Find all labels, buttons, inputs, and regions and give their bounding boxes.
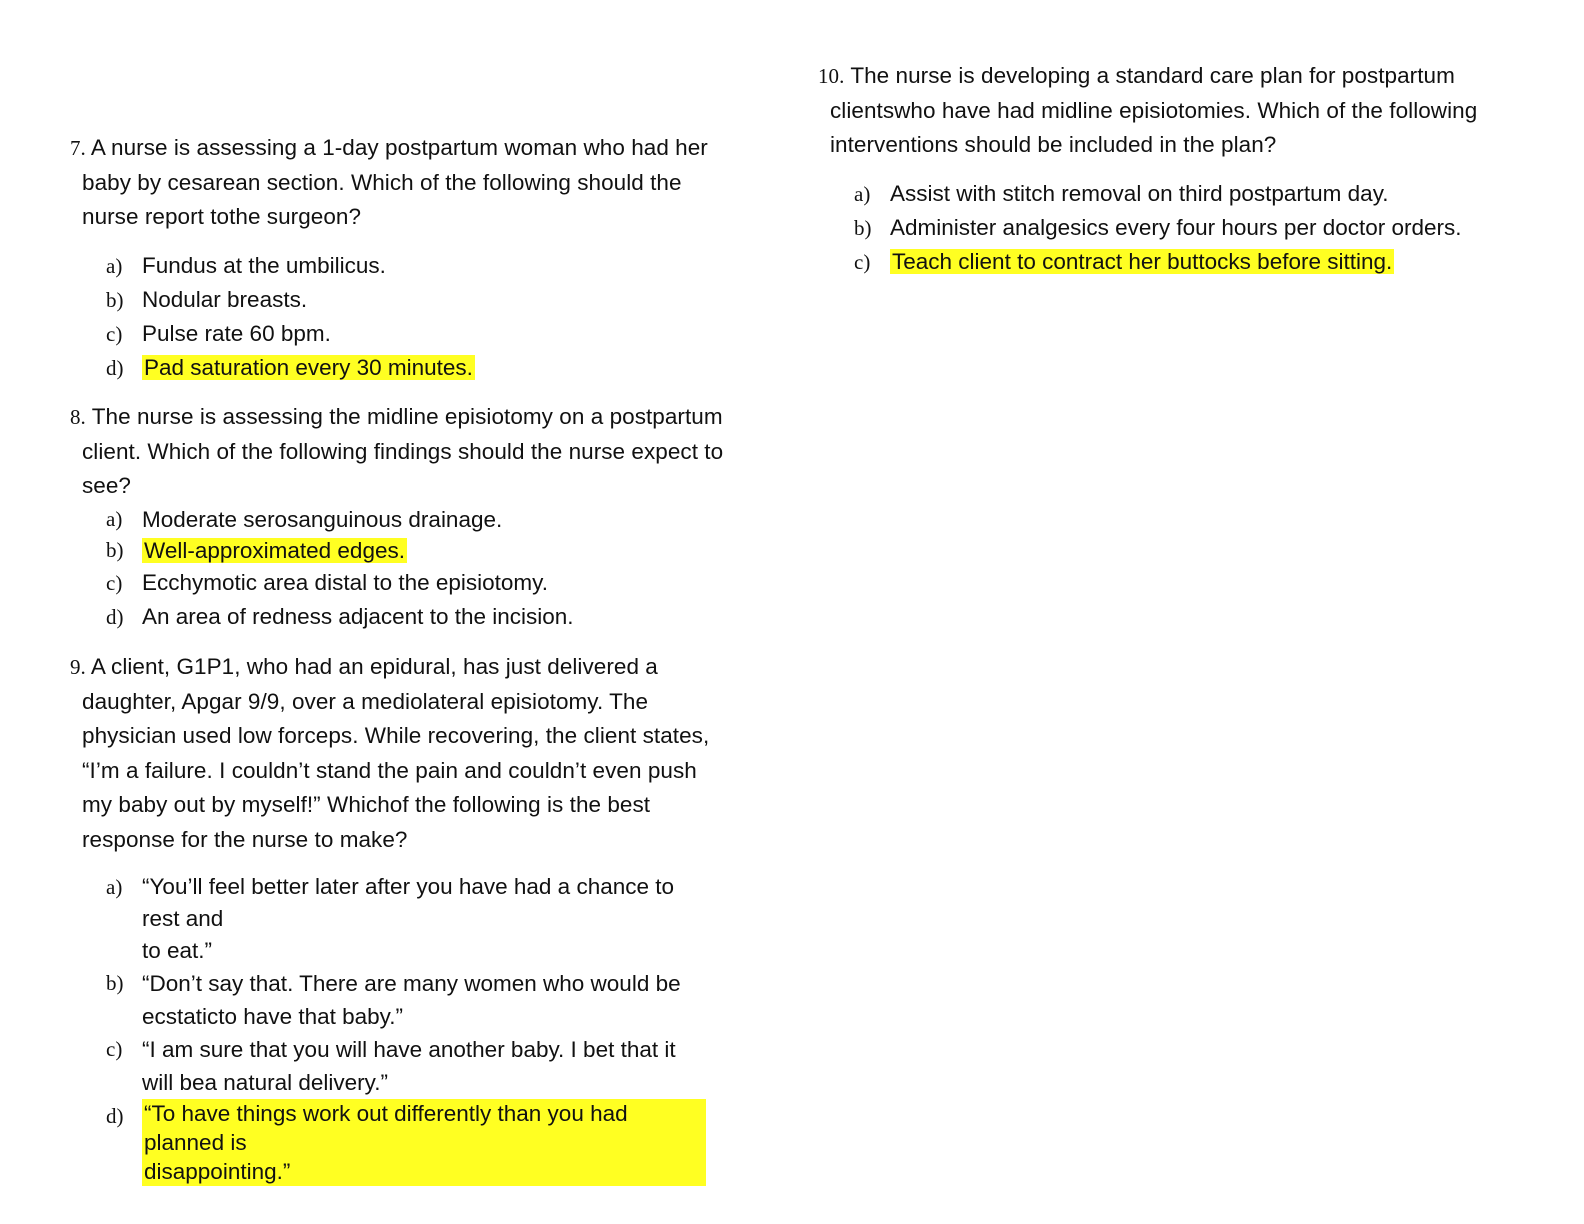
question-7-option-b bbox=[106, 283, 730, 317]
question-8-option-d bbox=[106, 600, 742, 634]
question-9-number: 9. bbox=[70, 655, 86, 679]
question-9-stem bbox=[70, 650, 730, 857]
question-7-options bbox=[106, 249, 730, 385]
option-text: Assist with stitch removal on third postpartum day. bbox=[890, 180, 1389, 206]
question-7-option-a bbox=[106, 249, 730, 283]
option-text-highlighted: “To have things work out differently than you had planned is disappointing.” bbox=[142, 1099, 706, 1186]
question-7-stem bbox=[70, 131, 730, 235]
option-label: d) bbox=[106, 1104, 124, 1128]
question-9-option-d bbox=[106, 1099, 706, 1189]
question-7-option-c bbox=[106, 317, 730, 351]
question-10-number: 10. bbox=[818, 64, 845, 88]
option-text-highlighted: Pad saturation every 30 minutes. bbox=[144, 354, 473, 380]
option-label: d) bbox=[106, 604, 124, 629]
question-8 bbox=[70, 400, 742, 634]
option-text: Ecchymotic area distal to the episiotomy. bbox=[142, 569, 549, 595]
option-label: b) bbox=[106, 287, 124, 312]
option-label: b) bbox=[106, 971, 124, 995]
option-text: Moderate serosanguinous drainage. bbox=[142, 506, 503, 532]
option-text: Administer analgesics every four hours per doctor orders. bbox=[890, 214, 1462, 240]
option-label: b) bbox=[106, 537, 124, 562]
question-8-stem bbox=[70, 400, 742, 504]
question-9-option-c bbox=[106, 1033, 706, 1099]
option-text-highlighted: Well-approximated edges. bbox=[144, 537, 405, 563]
question-8-number: 8. bbox=[70, 405, 86, 429]
question-9-option-a bbox=[106, 871, 706, 967]
option-label: a) bbox=[106, 875, 123, 899]
option-label: a) bbox=[106, 506, 123, 531]
question-7-number: 7. bbox=[70, 136, 86, 160]
question-10-stem bbox=[818, 59, 1520, 163]
option-text: Fundus at the umbilicus. bbox=[142, 252, 386, 278]
option-label: c) bbox=[106, 1037, 123, 1061]
question-7-option-d bbox=[106, 351, 730, 385]
question-10-option-a bbox=[854, 177, 1548, 211]
question-7 bbox=[70, 131, 730, 385]
question-8-option-b bbox=[106, 535, 742, 566]
question-9-text: A client, G1P1, who had an epidural, has just delivered a daughter, Apgar 9/9, over a mediolateral episiotomy. The physician used low forceps. While recovering, the client states, “I’m a failure. I couldn’t stand the pain and couldn’t even push my baby out by myself!” Whichof the following is the best response for the nurse to make? bbox=[82, 654, 710, 852]
option-text: “You’ll feel better later after you have had a chance to rest and to eat.” bbox=[142, 874, 675, 963]
question-8-option-c bbox=[106, 566, 742, 600]
question-10-option-c bbox=[854, 245, 1548, 279]
option-label: d) bbox=[106, 355, 124, 380]
option-label: c) bbox=[854, 249, 871, 274]
option-label: a) bbox=[854, 181, 871, 206]
option-label: a) bbox=[106, 253, 123, 278]
option-text: Nodular breasts. bbox=[142, 286, 308, 312]
question-9-options bbox=[106, 871, 706, 1189]
question-8-options bbox=[106, 504, 742, 634]
question-10 bbox=[818, 59, 1548, 279]
option-text: An area of redness adjacent to the incision. bbox=[142, 603, 574, 629]
question-10-option-b bbox=[854, 211, 1548, 245]
option-text: Pulse rate 60 bpm. bbox=[142, 320, 331, 346]
option-text: “I am sure that you will have another baby. I bet that it will bea natural delivery.” bbox=[142, 1037, 676, 1095]
question-9-option-b bbox=[106, 967, 706, 1033]
question-10-options bbox=[854, 177, 1548, 279]
option-text-highlighted: Teach client to contract her buttocks before sitting. bbox=[892, 248, 1393, 274]
question-7-text: A nurse is assessing a 1-day postpartum woman who had her baby by cesarean section. Which of the following should the nurse report tothe surgeon? bbox=[82, 135, 708, 229]
option-label: b) bbox=[854, 215, 872, 240]
question-10-text: The nurse is developing a standard care plan for postpartum clientswho have had midline episiotomies. Which of the following interventions should be included in the plan? bbox=[830, 63, 1478, 157]
question-8-text: The nurse is assessing the midline episiotomy on a postpartum client. Which of the following findings should the nurse expect to see? bbox=[82, 404, 724, 498]
question-9 bbox=[70, 650, 730, 1189]
option-label: c) bbox=[106, 321, 123, 346]
option-text: “Don’t say that. There are many women who would be ecstaticto have that baby.” bbox=[142, 971, 681, 1029]
option-label: c) bbox=[106, 570, 123, 595]
question-8-option-a bbox=[106, 504, 742, 535]
